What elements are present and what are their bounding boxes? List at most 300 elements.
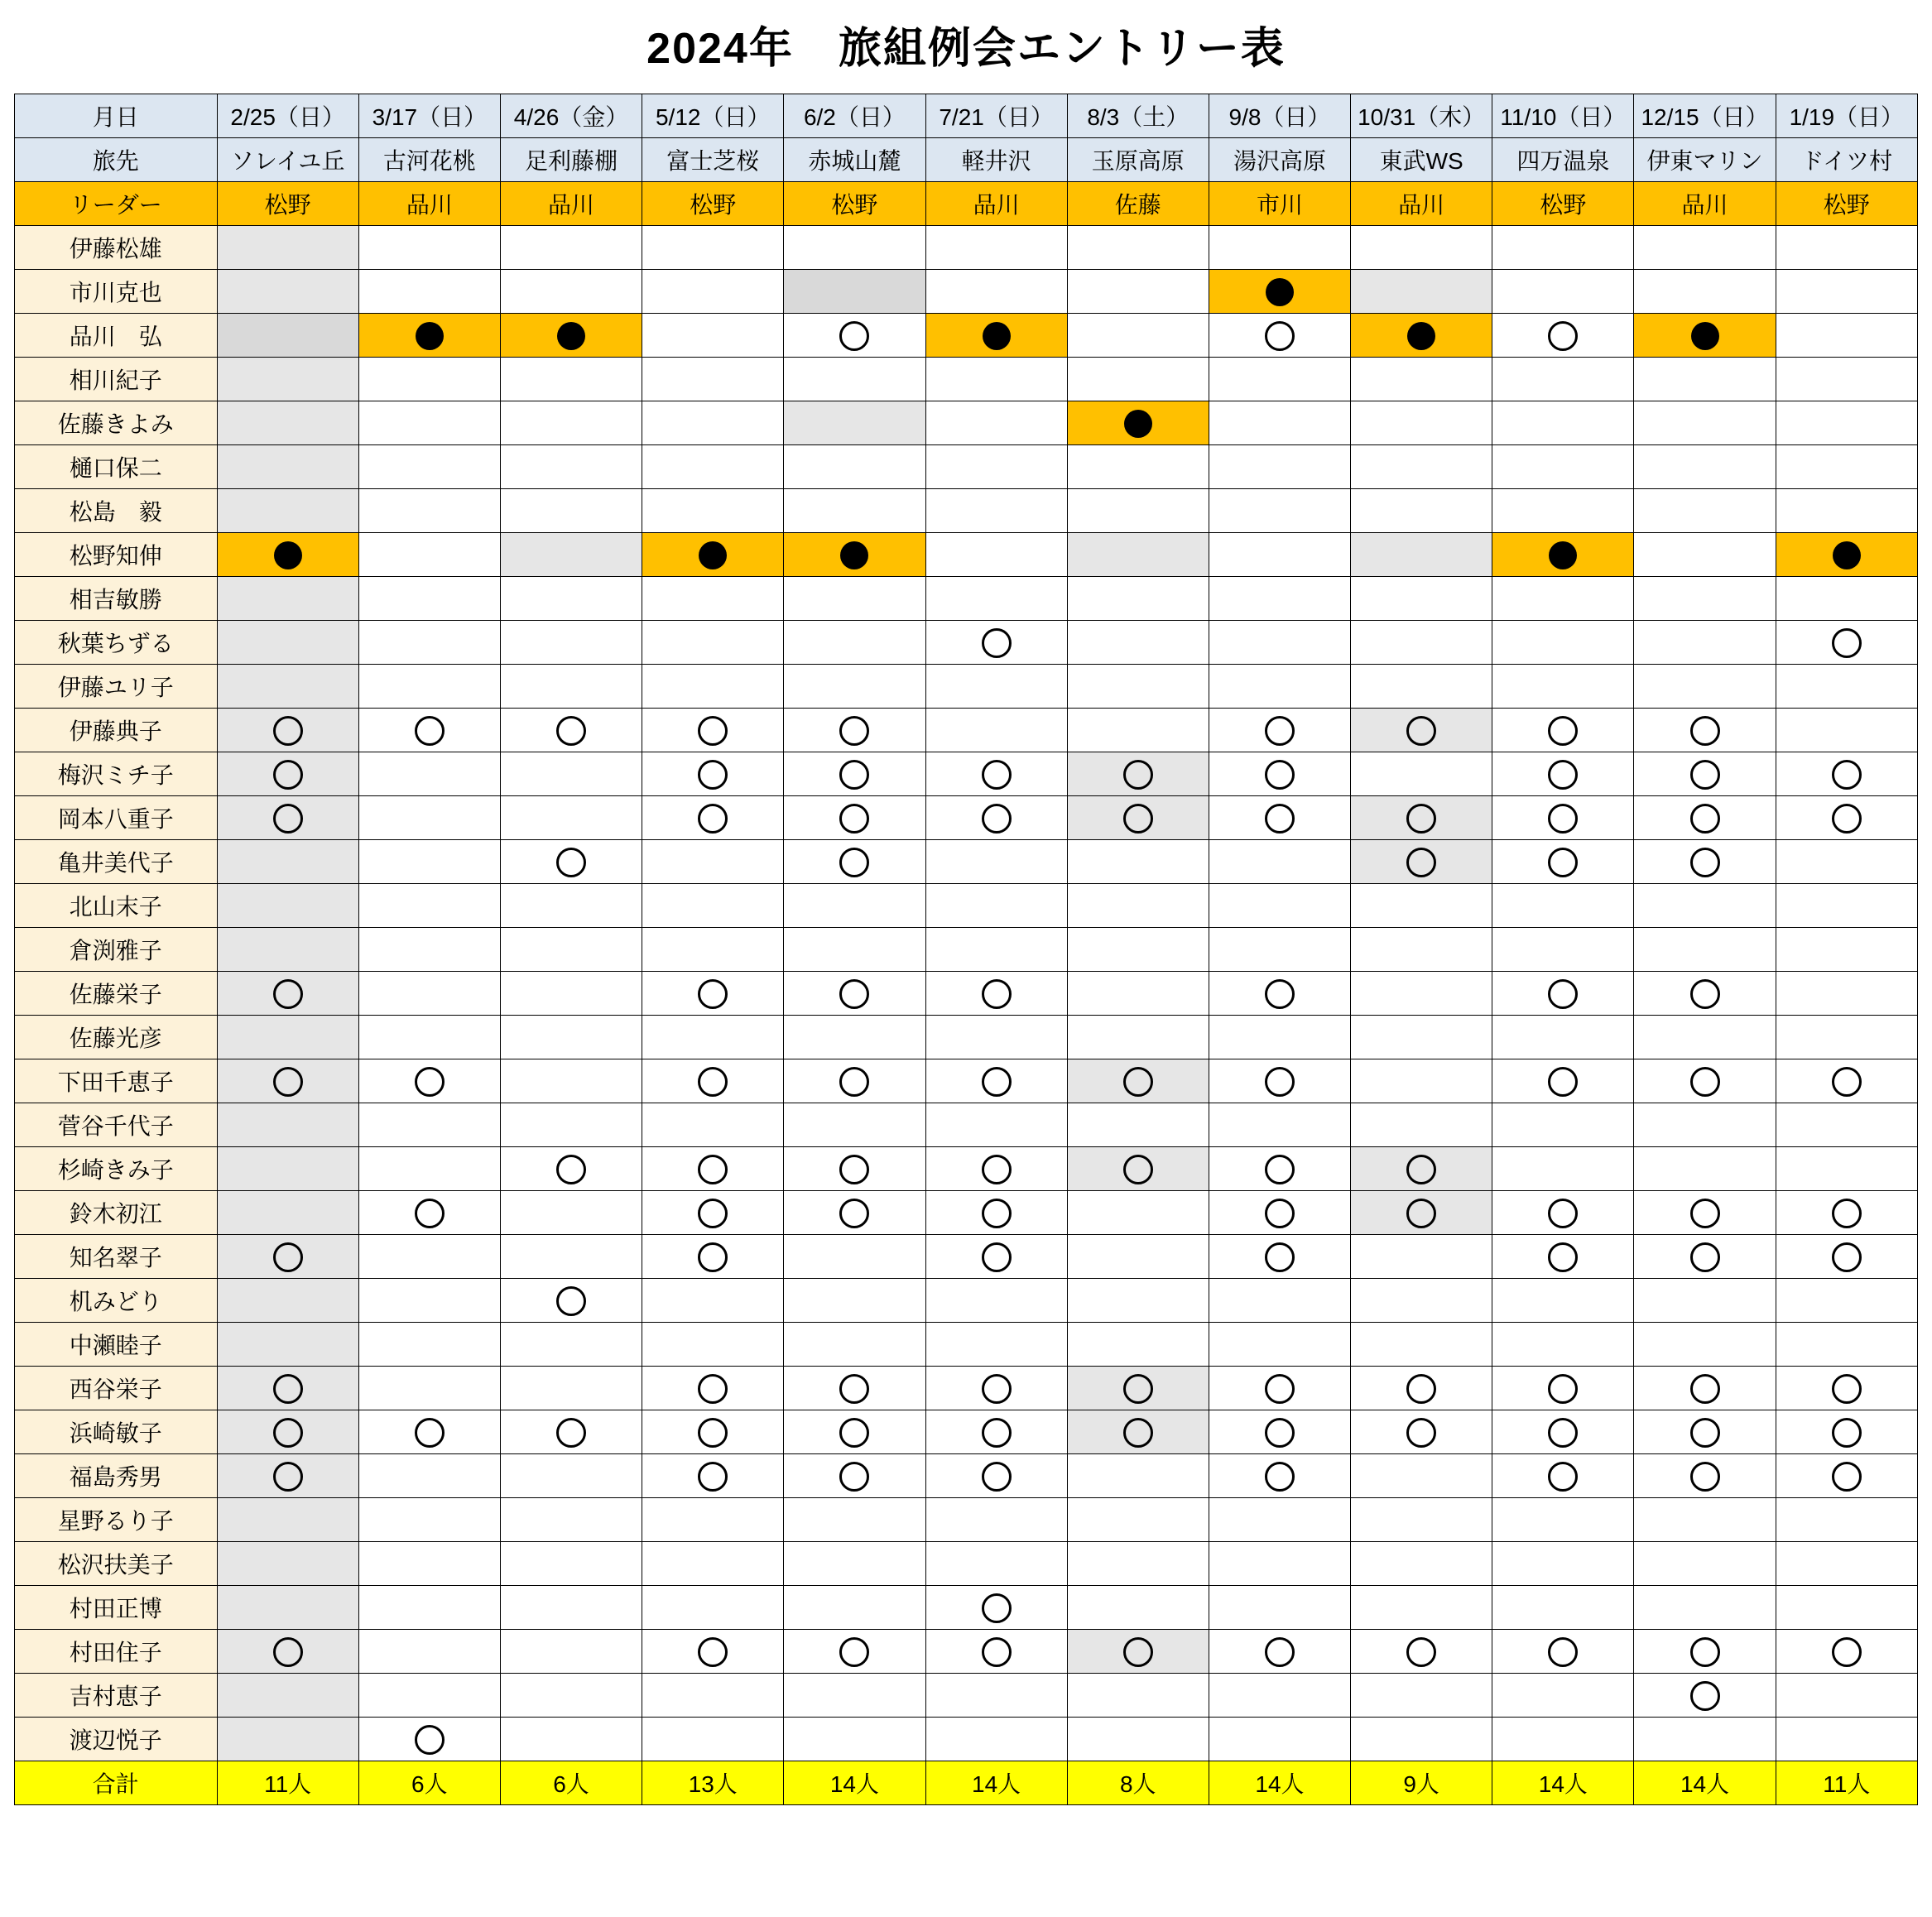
entry-cell-empty[interactable] [642, 1498, 784, 1542]
entry-cell-open[interactable] [642, 752, 784, 796]
entry-cell-leader[interactable] [358, 314, 500, 358]
entry-cell-empty[interactable] [1492, 1016, 1634, 1059]
entry-cell-empty[interactable] [1776, 1542, 1917, 1586]
entry-cell-open[interactable] [925, 972, 1067, 1016]
entry-cell-empty[interactable] [500, 665, 642, 709]
entry-cell-empty[interactable] [217, 884, 358, 928]
entry-cell-open[interactable] [1492, 1454, 1634, 1498]
entry-cell-empty[interactable] [1776, 1718, 1917, 1761]
entry-cell-open[interactable] [925, 1235, 1067, 1279]
entry-cell-open[interactable] [217, 1454, 358, 1498]
entry-cell-open[interactable] [642, 1059, 784, 1103]
entry-cell-empty[interactable] [358, 1235, 500, 1279]
entry-cell-open[interactable] [925, 1454, 1067, 1498]
entry-cell-empty[interactable] [1634, 1542, 1776, 1586]
entry-cell-empty[interactable] [642, 1279, 784, 1323]
entry-cell-empty[interactable] [500, 1542, 642, 1586]
entry-cell-open[interactable] [642, 1235, 784, 1279]
entry-cell-empty[interactable] [925, 533, 1067, 577]
entry-cell-empty[interactable] [1634, 1147, 1776, 1191]
entry-cell-empty[interactable] [358, 358, 500, 401]
entry-cell-open[interactable] [1634, 1630, 1776, 1674]
entry-cell-empty[interactable] [1634, 1498, 1776, 1542]
entry-cell-open[interactable] [925, 1367, 1067, 1410]
entry-cell-open[interactable] [1492, 1367, 1634, 1410]
entry-cell-empty[interactable] [784, 489, 925, 533]
entry-cell-open[interactable] [1209, 1630, 1350, 1674]
entry-cell-open[interactable] [1776, 1630, 1917, 1674]
entry-cell-empty[interactable] [1492, 489, 1634, 533]
entry-cell-open[interactable] [784, 1410, 925, 1454]
entry-cell-open[interactable] [642, 1367, 784, 1410]
entry-cell-empty[interactable] [642, 621, 784, 665]
entry-cell-empty[interactable] [1067, 928, 1209, 972]
entry-cell-empty[interactable] [925, 1323, 1067, 1367]
entry-cell-empty[interactable] [1634, 577, 1776, 621]
entry-cell-open[interactable] [1067, 1059, 1209, 1103]
entry-cell-empty[interactable] [1776, 1498, 1917, 1542]
entry-cell-open[interactable] [1351, 1147, 1492, 1191]
entry-cell-empty[interactable] [1634, 621, 1776, 665]
entry-cell-empty[interactable] [1776, 489, 1917, 533]
entry-cell-empty[interactable] [1067, 226, 1209, 270]
entry-cell-empty[interactable] [925, 1279, 1067, 1323]
entry-cell-open[interactable] [358, 1191, 500, 1235]
entry-cell-empty[interactable] [925, 358, 1067, 401]
entry-cell-empty[interactable] [642, 489, 784, 533]
entry-cell-empty[interactable] [642, 1586, 784, 1630]
entry-cell-empty[interactable] [1209, 928, 1350, 972]
entry-cell-open[interactable] [1776, 1410, 1917, 1454]
entry-cell-empty[interactable] [358, 226, 500, 270]
entry-cell-empty[interactable] [217, 1103, 358, 1147]
entry-cell-empty[interactable] [358, 1279, 500, 1323]
entry-cell-empty[interactable] [925, 665, 1067, 709]
entry-cell-empty[interactable] [784, 884, 925, 928]
entry-cell-empty[interactable] [358, 1630, 500, 1674]
entry-cell-open[interactable] [784, 796, 925, 840]
entry-cell-open[interactable] [1776, 1367, 1917, 1410]
entry-cell-empty[interactable] [1492, 1279, 1634, 1323]
entry-cell-empty[interactable] [925, 226, 1067, 270]
entry-cell-empty[interactable] [1351, 1586, 1492, 1630]
entry-cell-empty[interactable] [217, 270, 358, 314]
entry-cell-empty[interactable] [1634, 1279, 1776, 1323]
entry-cell-empty[interactable] [1351, 621, 1492, 665]
entry-cell-empty[interactable] [1776, 1586, 1917, 1630]
entry-cell-open[interactable] [1634, 752, 1776, 796]
entry-cell-empty[interactable] [1492, 621, 1634, 665]
entry-cell-empty[interactable] [1776, 972, 1917, 1016]
entry-cell-open[interactable] [925, 1191, 1067, 1235]
entry-cell-open[interactable] [1351, 796, 1492, 840]
entry-cell-open[interactable] [217, 1235, 358, 1279]
entry-cell-open[interactable] [925, 1586, 1067, 1630]
entry-cell-empty[interactable] [500, 752, 642, 796]
entry-cell-empty[interactable] [1634, 928, 1776, 972]
entry-cell-open[interactable] [358, 709, 500, 752]
entry-cell-open[interactable] [1209, 1410, 1350, 1454]
entry-cell-open[interactable] [1634, 1454, 1776, 1498]
entry-cell-empty[interactable] [1492, 1323, 1634, 1367]
entry-cell-empty[interactable] [500, 796, 642, 840]
entry-cell-empty[interactable] [1067, 1103, 1209, 1147]
entry-cell-empty[interactable] [1209, 621, 1350, 665]
entry-cell-empty[interactable] [1351, 358, 1492, 401]
entry-cell-open[interactable] [1634, 972, 1776, 1016]
entry-cell-open[interactable] [358, 1059, 500, 1103]
entry-cell-open[interactable] [925, 1147, 1067, 1191]
entry-cell-empty[interactable] [358, 577, 500, 621]
entry-cell-open[interactable] [500, 709, 642, 752]
entry-cell-empty[interactable] [358, 270, 500, 314]
entry-cell-open[interactable] [217, 796, 358, 840]
entry-cell-empty[interactable] [1492, 1147, 1634, 1191]
entry-cell-open[interactable] [1351, 709, 1492, 752]
entry-cell-empty[interactable] [1067, 1191, 1209, 1235]
entry-cell-empty[interactable] [1634, 489, 1776, 533]
entry-cell-empty[interactable] [1209, 533, 1350, 577]
entry-cell-empty[interactable] [1634, 1016, 1776, 1059]
entry-cell-open[interactable] [1351, 1410, 1492, 1454]
entry-cell-empty[interactable] [642, 1016, 784, 1059]
entry-cell-empty[interactable] [1492, 665, 1634, 709]
entry-cell-open[interactable] [217, 972, 358, 1016]
entry-cell-empty[interactable] [1209, 1542, 1350, 1586]
entry-cell-empty[interactable] [1634, 445, 1776, 489]
entry-cell-empty[interactable] [1776, 709, 1917, 752]
entry-cell-empty[interactable] [1351, 577, 1492, 621]
entry-cell-open[interactable] [1634, 840, 1776, 884]
entry-cell-open[interactable] [1351, 1367, 1492, 1410]
entry-cell-empty[interactable] [217, 577, 358, 621]
entry-cell-empty[interactable] [217, 1718, 358, 1761]
entry-cell-empty[interactable] [1067, 1542, 1209, 1586]
entry-cell-empty[interactable] [1351, 226, 1492, 270]
entry-cell-empty[interactable] [1067, 1718, 1209, 1761]
entry-cell-empty[interactable] [1634, 270, 1776, 314]
entry-cell-empty[interactable] [217, 1191, 358, 1235]
entry-cell-empty[interactable] [1634, 358, 1776, 401]
entry-cell-empty[interactable] [1067, 709, 1209, 752]
entry-cell-empty[interactable] [784, 928, 925, 972]
entry-cell-empty[interactable] [1209, 226, 1350, 270]
entry-cell-empty[interactable] [1209, 665, 1350, 709]
entry-cell-empty[interactable] [784, 665, 925, 709]
entry-cell-empty[interactable] [1351, 1235, 1492, 1279]
entry-cell-empty[interactable] [1776, 401, 1917, 445]
entry-cell-empty[interactable] [925, 1103, 1067, 1147]
entry-cell-empty[interactable] [1776, 1147, 1917, 1191]
entry-cell-empty[interactable] [1351, 1059, 1492, 1103]
entry-cell-empty[interactable] [925, 401, 1067, 445]
entry-cell-empty[interactable] [925, 1718, 1067, 1761]
entry-cell-open[interactable] [784, 1454, 925, 1498]
entry-cell-empty[interactable] [925, 489, 1067, 533]
entry-cell-open[interactable] [1634, 796, 1776, 840]
entry-cell-empty[interactable] [1776, 358, 1917, 401]
entry-cell-empty[interactable] [500, 577, 642, 621]
entry-cell-open[interactable] [1067, 1630, 1209, 1674]
entry-cell-empty[interactable] [500, 1235, 642, 1279]
entry-cell-empty[interactable] [1492, 1586, 1634, 1630]
entry-cell-empty[interactable] [784, 1016, 925, 1059]
entry-cell-open[interactable] [1067, 1367, 1209, 1410]
entry-cell-empty[interactable] [1067, 1586, 1209, 1630]
entry-cell-empty[interactable] [500, 1454, 642, 1498]
entry-cell-empty[interactable] [1209, 884, 1350, 928]
entry-cell-empty[interactable] [1067, 445, 1209, 489]
entry-cell-open[interactable] [500, 1147, 642, 1191]
entry-cell-empty[interactable] [500, 358, 642, 401]
entry-cell-empty[interactable] [500, 1586, 642, 1630]
entry-cell-empty[interactable] [925, 928, 1067, 972]
entry-cell-empty[interactable] [358, 1147, 500, 1191]
entry-cell-empty[interactable] [1209, 1718, 1350, 1761]
entry-cell-empty[interactable] [784, 1235, 925, 1279]
entry-cell-empty[interactable] [1209, 577, 1350, 621]
entry-cell-empty[interactable] [1634, 1323, 1776, 1367]
entry-cell-open[interactable] [1351, 840, 1492, 884]
entry-cell-empty[interactable] [784, 358, 925, 401]
entry-cell-open[interactable] [784, 1630, 925, 1674]
entry-cell-empty[interactable] [642, 884, 784, 928]
entry-cell-empty[interactable] [1067, 533, 1209, 577]
entry-cell-open[interactable] [1634, 1191, 1776, 1235]
entry-cell-empty[interactable] [358, 884, 500, 928]
entry-cell-empty[interactable] [1067, 1016, 1209, 1059]
entry-cell-empty[interactable] [358, 1674, 500, 1718]
entry-cell-empty[interactable] [1067, 314, 1209, 358]
entry-cell-leader[interactable] [1492, 533, 1634, 577]
entry-cell-open[interactable] [1634, 1410, 1776, 1454]
entry-cell-open[interactable] [925, 796, 1067, 840]
entry-cell-empty[interactable] [500, 1367, 642, 1410]
entry-cell-empty[interactable] [1351, 270, 1492, 314]
entry-cell-empty[interactable] [1776, 314, 1917, 358]
entry-cell-empty[interactable] [1492, 1498, 1634, 1542]
entry-cell-empty[interactable] [1492, 401, 1634, 445]
entry-cell-open[interactable] [1067, 796, 1209, 840]
entry-cell-empty[interactable] [500, 401, 642, 445]
entry-cell-open[interactable] [784, 752, 925, 796]
entry-cell-empty[interactable] [1351, 1279, 1492, 1323]
entry-cell-empty[interactable] [358, 445, 500, 489]
entry-cell-empty[interactable] [1351, 489, 1492, 533]
entry-cell-open[interactable] [1209, 1367, 1350, 1410]
entry-cell-empty[interactable] [1492, 884, 1634, 928]
entry-cell-empty[interactable] [500, 972, 642, 1016]
entry-cell-open[interactable] [784, 840, 925, 884]
entry-cell-empty[interactable] [358, 489, 500, 533]
entry-cell-open[interactable] [1492, 1235, 1634, 1279]
entry-cell-empty[interactable] [217, 1498, 358, 1542]
entry-cell-empty[interactable] [1776, 445, 1917, 489]
entry-cell-open[interactable] [784, 972, 925, 1016]
entry-cell-empty[interactable] [500, 226, 642, 270]
entry-cell-empty[interactable] [1634, 1718, 1776, 1761]
entry-cell-open[interactable] [925, 1059, 1067, 1103]
entry-cell-empty[interactable] [358, 1016, 500, 1059]
entry-cell-open[interactable] [1492, 1059, 1634, 1103]
entry-cell-empty[interactable] [1351, 1674, 1492, 1718]
entry-cell-empty[interactable] [1492, 928, 1634, 972]
entry-cell-empty[interactable] [1492, 226, 1634, 270]
entry-cell-open[interactable] [1634, 1367, 1776, 1410]
entry-cell-open[interactable] [1776, 1059, 1917, 1103]
entry-cell-open[interactable] [1776, 796, 1917, 840]
entry-cell-open[interactable] [1492, 709, 1634, 752]
entry-cell-empty[interactable] [1634, 665, 1776, 709]
entry-cell-empty[interactable] [500, 489, 642, 533]
entry-cell-empty[interactable] [217, 445, 358, 489]
entry-cell-empty[interactable] [784, 401, 925, 445]
entry-cell-empty[interactable] [358, 1498, 500, 1542]
entry-cell-empty[interactable] [1492, 358, 1634, 401]
entry-cell-empty[interactable] [1209, 1674, 1350, 1718]
entry-cell-empty[interactable] [1067, 1279, 1209, 1323]
entry-cell-empty[interactable] [1067, 1498, 1209, 1542]
entry-cell-empty[interactable] [784, 1586, 925, 1630]
entry-cell-empty[interactable] [784, 1674, 925, 1718]
entry-cell-leader[interactable] [784, 533, 925, 577]
entry-cell-empty[interactable] [1067, 621, 1209, 665]
entry-cell-leader[interactable] [1067, 401, 1209, 445]
entry-cell-empty[interactable] [642, 1718, 784, 1761]
entry-cell-empty[interactable] [500, 884, 642, 928]
entry-cell-open[interactable] [217, 1410, 358, 1454]
entry-cell-empty[interactable] [358, 1103, 500, 1147]
entry-cell-open[interactable] [784, 1191, 925, 1235]
entry-cell-open[interactable] [784, 314, 925, 358]
entry-cell-empty[interactable] [642, 840, 784, 884]
entry-cell-open[interactable] [358, 1410, 500, 1454]
entry-cell-leader[interactable] [925, 314, 1067, 358]
entry-cell-empty[interactable] [1492, 577, 1634, 621]
entry-cell-empty[interactable] [1492, 270, 1634, 314]
entry-cell-open[interactable] [1209, 709, 1350, 752]
entry-cell-empty[interactable] [1351, 972, 1492, 1016]
entry-cell-empty[interactable] [1351, 445, 1492, 489]
entry-cell-empty[interactable] [1776, 577, 1917, 621]
entry-cell-empty[interactable] [1492, 1542, 1634, 1586]
entry-cell-empty[interactable] [217, 1279, 358, 1323]
entry-cell-empty[interactable] [500, 1674, 642, 1718]
entry-cell-empty[interactable] [784, 226, 925, 270]
entry-cell-open[interactable] [1492, 314, 1634, 358]
entry-cell-open[interactable] [1351, 1630, 1492, 1674]
entry-cell-empty[interactable] [642, 665, 784, 709]
entry-cell-empty[interactable] [1209, 840, 1350, 884]
entry-cell-empty[interactable] [1351, 928, 1492, 972]
entry-cell-empty[interactable] [925, 709, 1067, 752]
entry-cell-leader[interactable] [1634, 314, 1776, 358]
entry-cell-open[interactable] [925, 752, 1067, 796]
entry-cell-empty[interactable] [784, 621, 925, 665]
entry-cell-empty[interactable] [358, 401, 500, 445]
entry-cell-empty[interactable] [784, 270, 925, 314]
entry-cell-empty[interactable] [500, 1191, 642, 1235]
entry-cell-empty[interactable] [642, 358, 784, 401]
entry-cell-empty[interactable] [784, 445, 925, 489]
entry-cell-open[interactable] [1492, 796, 1634, 840]
entry-cell-empty[interactable] [358, 1542, 500, 1586]
entry-cell-open[interactable] [1492, 1410, 1634, 1454]
entry-cell-open[interactable] [1492, 972, 1634, 1016]
entry-cell-open[interactable] [500, 1279, 642, 1323]
entry-cell-open[interactable] [1492, 1191, 1634, 1235]
entry-cell-open[interactable] [1634, 709, 1776, 752]
entry-cell-empty[interactable] [1351, 1542, 1492, 1586]
entry-cell-open[interactable] [1209, 1191, 1350, 1235]
entry-cell-empty[interactable] [358, 1367, 500, 1410]
entry-cell-empty[interactable] [1776, 928, 1917, 972]
entry-cell-open[interactable] [642, 796, 784, 840]
entry-cell-empty[interactable] [500, 445, 642, 489]
entry-cell-empty[interactable] [500, 1103, 642, 1147]
entry-cell-open[interactable] [1492, 1630, 1634, 1674]
entry-cell-empty[interactable] [925, 840, 1067, 884]
entry-cell-empty[interactable] [784, 577, 925, 621]
entry-cell-empty[interactable] [358, 665, 500, 709]
entry-cell-empty[interactable] [217, 1323, 358, 1367]
entry-cell-empty[interactable] [642, 1674, 784, 1718]
entry-cell-empty[interactable] [1067, 577, 1209, 621]
entry-cell-leader[interactable] [1351, 314, 1492, 358]
entry-cell-open[interactable] [500, 1410, 642, 1454]
entry-cell-empty[interactable] [1776, 270, 1917, 314]
entry-cell-open[interactable] [1634, 1059, 1776, 1103]
entry-cell-empty[interactable] [358, 972, 500, 1016]
entry-cell-empty[interactable] [784, 1498, 925, 1542]
entry-cell-empty[interactable] [1634, 401, 1776, 445]
entry-cell-empty[interactable] [1492, 1674, 1634, 1718]
entry-cell-empty[interactable] [1351, 1498, 1492, 1542]
entry-cell-open[interactable] [642, 709, 784, 752]
entry-cell-empty[interactable] [217, 1016, 358, 1059]
entry-cell-empty[interactable] [1209, 445, 1350, 489]
entry-cell-empty[interactable] [1209, 1498, 1350, 1542]
entry-cell-empty[interactable] [1209, 1323, 1350, 1367]
entry-cell-empty[interactable] [500, 1059, 642, 1103]
entry-cell-empty[interactable] [217, 401, 358, 445]
entry-cell-empty[interactable] [1209, 1016, 1350, 1059]
entry-cell-empty[interactable] [642, 226, 784, 270]
entry-cell-empty[interactable] [1067, 1323, 1209, 1367]
entry-cell-empty[interactable] [358, 752, 500, 796]
entry-cell-empty[interactable] [217, 1674, 358, 1718]
entry-cell-open[interactable] [217, 752, 358, 796]
entry-cell-empty[interactable] [1209, 401, 1350, 445]
entry-cell-empty[interactable] [1067, 358, 1209, 401]
entry-cell-empty[interactable] [217, 1586, 358, 1630]
entry-cell-open[interactable] [217, 1059, 358, 1103]
entry-cell-empty[interactable] [1634, 533, 1776, 577]
entry-cell-empty[interactable] [500, 1718, 642, 1761]
entry-cell-open[interactable] [1351, 1191, 1492, 1235]
entry-cell-open[interactable] [1209, 314, 1350, 358]
entry-cell-open[interactable] [1209, 796, 1350, 840]
entry-cell-empty[interactable] [1776, 1103, 1917, 1147]
entry-cell-empty[interactable] [217, 928, 358, 972]
entry-cell-open[interactable] [925, 1630, 1067, 1674]
entry-cell-empty[interactable] [217, 840, 358, 884]
entry-cell-open[interactable] [642, 972, 784, 1016]
entry-cell-open[interactable] [1209, 1147, 1350, 1191]
entry-cell-open[interactable] [784, 1367, 925, 1410]
entry-cell-open[interactable] [925, 1410, 1067, 1454]
entry-cell-empty[interactable] [358, 840, 500, 884]
